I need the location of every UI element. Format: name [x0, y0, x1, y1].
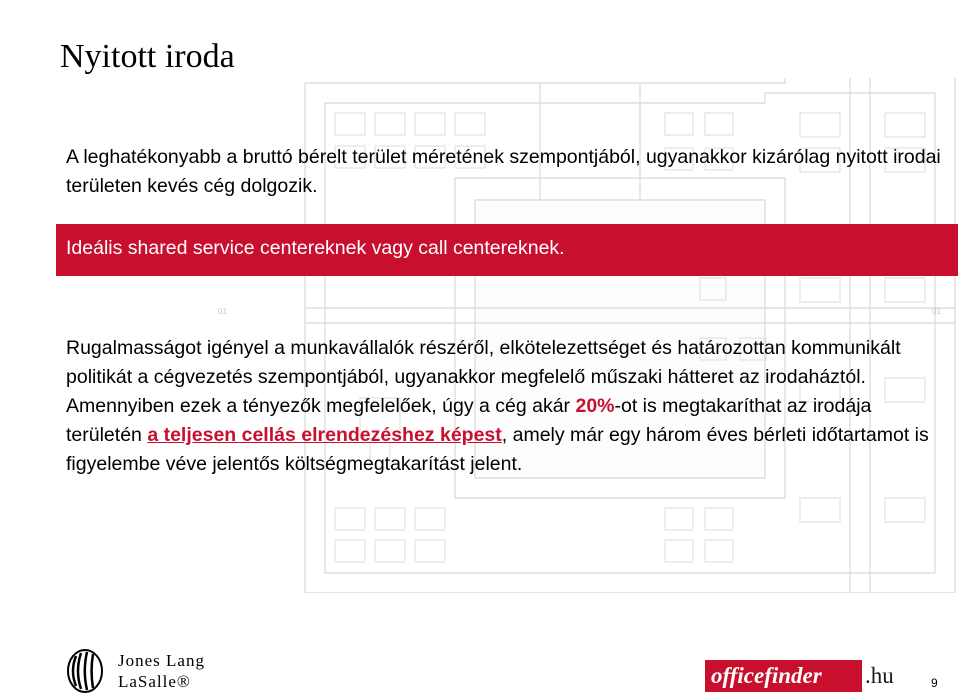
page-title: Nyitott iroda [60, 38, 235, 75]
highlight-banner [56, 224, 958, 276]
jll-logo-line2: LaSalle® [118, 672, 191, 691]
jll-logo [66, 648, 216, 694]
officefinder-logo [705, 660, 910, 692]
body-text [66, 334, 946, 479]
banner-text: Ideális shared service centereknek vagy call centereknek. [66, 237, 565, 259]
paragraph-savings [66, 392, 946, 479]
page-number: 9 [931, 676, 938, 690]
savings-comparison-highlight: a teljesen cellás elrendezéshez képest [147, 424, 502, 446]
savings-text-part3: , amely már egy három éves bérleti időtartamot is figyelembe véve jelentős költségmegtakarítást jelent. [66, 424, 929, 475]
savings-text-part1: Amennyiben ezek a tényezők megfelelőek, úgy a cég akár [66, 395, 576, 417]
officefinder-logo-box [705, 660, 862, 692]
plan-label-right: 01 [932, 307, 941, 316]
savings-text-part2: -ot is megtakaríthat az irodája területén [66, 395, 872, 446]
intro-paragraph: A leghatékonyabb a bruttó bérelt terület méretének szempontjából, ugyanakkor kizárólag nyitott irodai területen kevés cég dolgozik. [66, 146, 941, 197]
jll-seal-icon [66, 648, 104, 694]
savings-percent: 20% [575, 395, 615, 417]
officefinder-logo-tld: .hu [865, 663, 894, 688]
paragraph-requirements: Rugalmasságot igényel a munkavállalók részéről, elkötelezettséget és határozottan kommunikált politikát a cégvezetés szempontjából, ugyanakkor megfelelő műszaki hátteret az irodaháztól. [66, 337, 901, 388]
plan-label-left: 01 [218, 307, 227, 316]
officefinder-logo-text: officefinder [711, 663, 822, 688]
jll-logo-line1: Jones Lang [118, 651, 205, 670]
